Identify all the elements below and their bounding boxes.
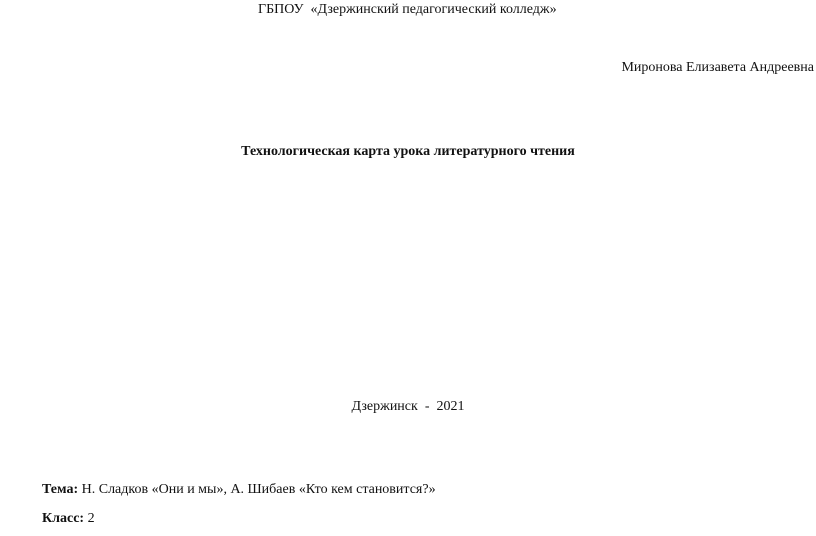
place-and-year: Дзержинск - 2021: [351, 399, 465, 414]
topic-label: Тема:: [42, 482, 79, 497]
grade-value: 2: [84, 511, 95, 526]
grade-label: Класс:: [42, 511, 85, 526]
author-name: Миронова Елизавета Андреевна: [621, 60, 814, 75]
document-title: Технологическая карта урока литературного чтения: [241, 144, 575, 159]
grade-line: [42, 512, 95, 526]
topic-line: [42, 483, 436, 497]
topic-value: Н. Сладков «Они и мы», А. Шибаев «Кто кем становится?»: [78, 482, 436, 497]
institution-name: ГБПОУ «Дзержинский педагогический колледж»: [258, 2, 557, 17]
